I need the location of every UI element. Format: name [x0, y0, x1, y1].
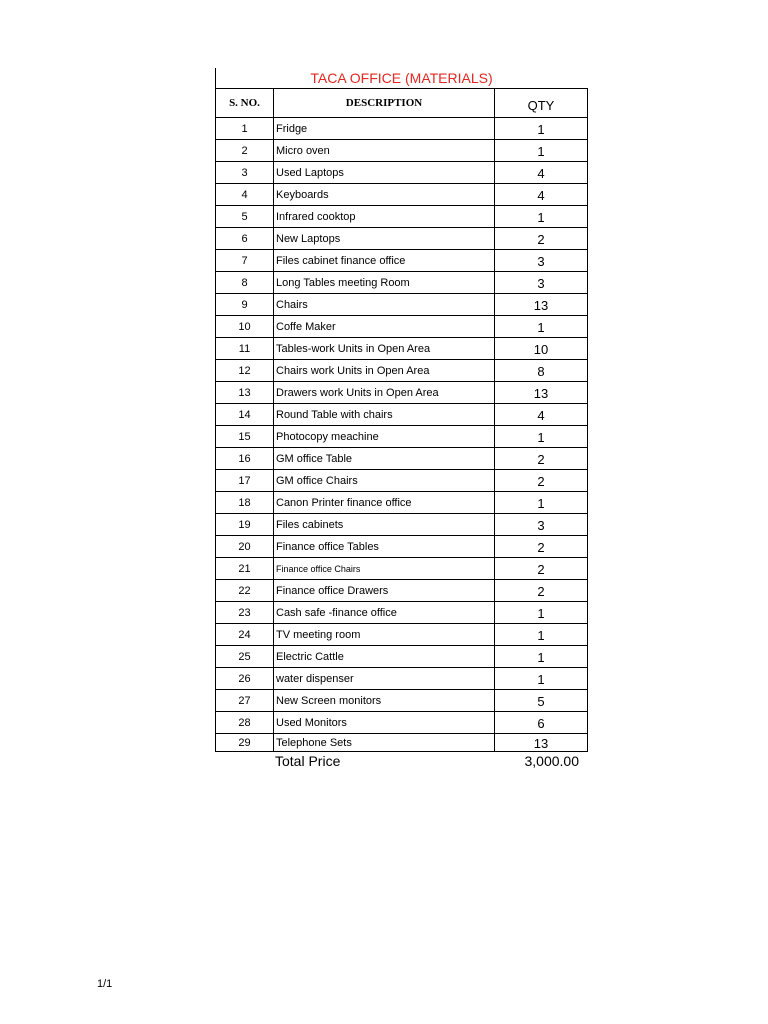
row-description: Long Tables meeting Room: [274, 272, 495, 294]
row-sno: 10: [216, 316, 274, 338]
row-qty: 2: [495, 470, 588, 492]
row-description: Electric Cattle: [274, 646, 495, 668]
table-row: [216, 206, 588, 228]
table-row: [216, 404, 588, 426]
table-row: [216, 690, 588, 712]
row-sno: 20: [216, 536, 274, 558]
row-description: Canon Printer finance office: [274, 492, 495, 514]
table-row: [216, 602, 588, 624]
table-header-row: [216, 89, 588, 118]
row-sno: 6: [216, 228, 274, 250]
table-row: [216, 360, 588, 382]
row-qty: 1: [495, 624, 588, 646]
total-label: Total Price: [275, 753, 341, 769]
row-qty: 10: [495, 338, 588, 360]
row-description: TV meeting room: [274, 624, 495, 646]
row-sno: 21: [216, 558, 274, 580]
table-row: [216, 294, 588, 316]
row-qty: 2: [495, 228, 588, 250]
row-qty: 1: [495, 646, 588, 668]
table-row: [216, 250, 588, 272]
table-row: [216, 492, 588, 514]
header-qty: QTY: [495, 89, 588, 118]
total-row: [215, 752, 587, 770]
row-qty: 6: [495, 712, 588, 734]
table-row: [216, 448, 588, 470]
table-row: [216, 470, 588, 492]
document-title: TACA OFFICE (MATERIALS): [310, 70, 493, 86]
row-description: Finance office Drawers: [274, 580, 495, 602]
header-description: DESCRIPTION: [274, 89, 495, 118]
row-description: Photocopy meachine: [274, 426, 495, 448]
row-description: GM office Chairs: [274, 470, 495, 492]
table-row: [216, 712, 588, 734]
title-row: [215, 68, 587, 88]
row-sno: 11: [216, 338, 274, 360]
row-description: Round Table with chairs: [274, 404, 495, 426]
row-description: Files cabinet finance office: [274, 250, 495, 272]
row-qty: 4: [495, 184, 588, 206]
row-qty: 1: [495, 140, 588, 162]
row-sno: 29: [216, 734, 274, 752]
row-sno: 13: [216, 382, 274, 404]
row-description: water dispenser: [274, 668, 495, 690]
table-row: [216, 140, 588, 162]
row-description: Tables-work Units in Open Area: [274, 338, 495, 360]
row-qty: 1: [495, 426, 588, 448]
table-row: [216, 580, 588, 602]
table-row: [216, 118, 588, 140]
table-row: [216, 228, 588, 250]
row-qty: 1: [495, 492, 588, 514]
row-qty: 13: [495, 382, 588, 404]
row-description: New Laptops: [274, 228, 495, 250]
row-qty: 4: [495, 404, 588, 426]
row-sno: 26: [216, 668, 274, 690]
row-qty: 1: [495, 602, 588, 624]
row-description: Telephone Sets: [274, 734, 495, 752]
table-row: [216, 536, 588, 558]
row-qty: 1: [495, 316, 588, 338]
row-sno: 1: [216, 118, 274, 140]
row-qty: 13: [495, 294, 588, 316]
row-description: Chairs work Units in Open Area: [274, 360, 495, 382]
row-qty: 13: [495, 734, 588, 752]
row-sno: 7: [216, 250, 274, 272]
table-row: [216, 646, 588, 668]
row-qty: 3: [495, 250, 588, 272]
row-qty: 2: [495, 558, 588, 580]
table-row: [216, 734, 588, 752]
row-sno: 16: [216, 448, 274, 470]
row-sno: 9: [216, 294, 274, 316]
table-row: [216, 514, 588, 536]
row-description: Finance office Tables: [274, 536, 495, 558]
row-sno: 3: [216, 162, 274, 184]
row-qty: 3: [495, 514, 588, 536]
materials-table: [215, 88, 588, 752]
row-sno: 8: [216, 272, 274, 294]
row-description: Drawers work Units in Open Area: [274, 382, 495, 404]
row-qty: 1: [495, 206, 588, 228]
row-sno: 5: [216, 206, 274, 228]
row-sno: 4: [216, 184, 274, 206]
row-qty: 2: [495, 536, 588, 558]
row-description: Micro oven: [274, 140, 495, 162]
row-qty: 1: [495, 118, 588, 140]
row-description: Chairs: [274, 294, 495, 316]
total-value: 3,000.00: [524, 753, 579, 769]
row-qty: 5: [495, 690, 588, 712]
row-qty: 1: [495, 668, 588, 690]
row-qty: 8: [495, 360, 588, 382]
table-row: [216, 316, 588, 338]
table-row: [216, 668, 588, 690]
row-description: GM office Table: [274, 448, 495, 470]
table-row: [216, 558, 588, 580]
table-row: [216, 426, 588, 448]
row-sno: 27: [216, 690, 274, 712]
row-qty: 4: [495, 162, 588, 184]
row-sno: 17: [216, 470, 274, 492]
row-description: Files cabinets: [274, 514, 495, 536]
row-sno: 24: [216, 624, 274, 646]
row-description: Fridge: [274, 118, 495, 140]
row-sno: 18: [216, 492, 274, 514]
row-description: New Screen monitors: [274, 690, 495, 712]
row-description: Infrared cooktop: [274, 206, 495, 228]
row-sno: 2: [216, 140, 274, 162]
table-row: [216, 184, 588, 206]
row-sno: 15: [216, 426, 274, 448]
row-description: Cash safe -finance office: [274, 602, 495, 624]
row-sno: 12: [216, 360, 274, 382]
row-qty: 2: [495, 580, 588, 602]
row-qty: 2: [495, 448, 588, 470]
row-sno: 22: [216, 580, 274, 602]
header-sno: S. NO.: [216, 89, 274, 118]
row-description: Finance office Chairs: [274, 558, 495, 580]
row-sno: 23: [216, 602, 274, 624]
row-sno: 28: [216, 712, 274, 734]
materials-sheet: [215, 68, 587, 770]
row-description: Keyboards: [274, 184, 495, 206]
row-description: Used Monitors: [274, 712, 495, 734]
row-qty: 3: [495, 272, 588, 294]
table-row: [216, 338, 588, 360]
table-body: [216, 118, 588, 752]
row-description: Coffe Maker: [274, 316, 495, 338]
table-row: [216, 382, 588, 404]
row-sno: 14: [216, 404, 274, 426]
table-row: [216, 162, 588, 184]
row-sno: 19: [216, 514, 274, 536]
page-indicator: 1/1: [97, 978, 113, 990]
row-description: Used Laptops: [274, 162, 495, 184]
table-row: [216, 272, 588, 294]
table-row: [216, 624, 588, 646]
row-sno: 25: [216, 646, 274, 668]
